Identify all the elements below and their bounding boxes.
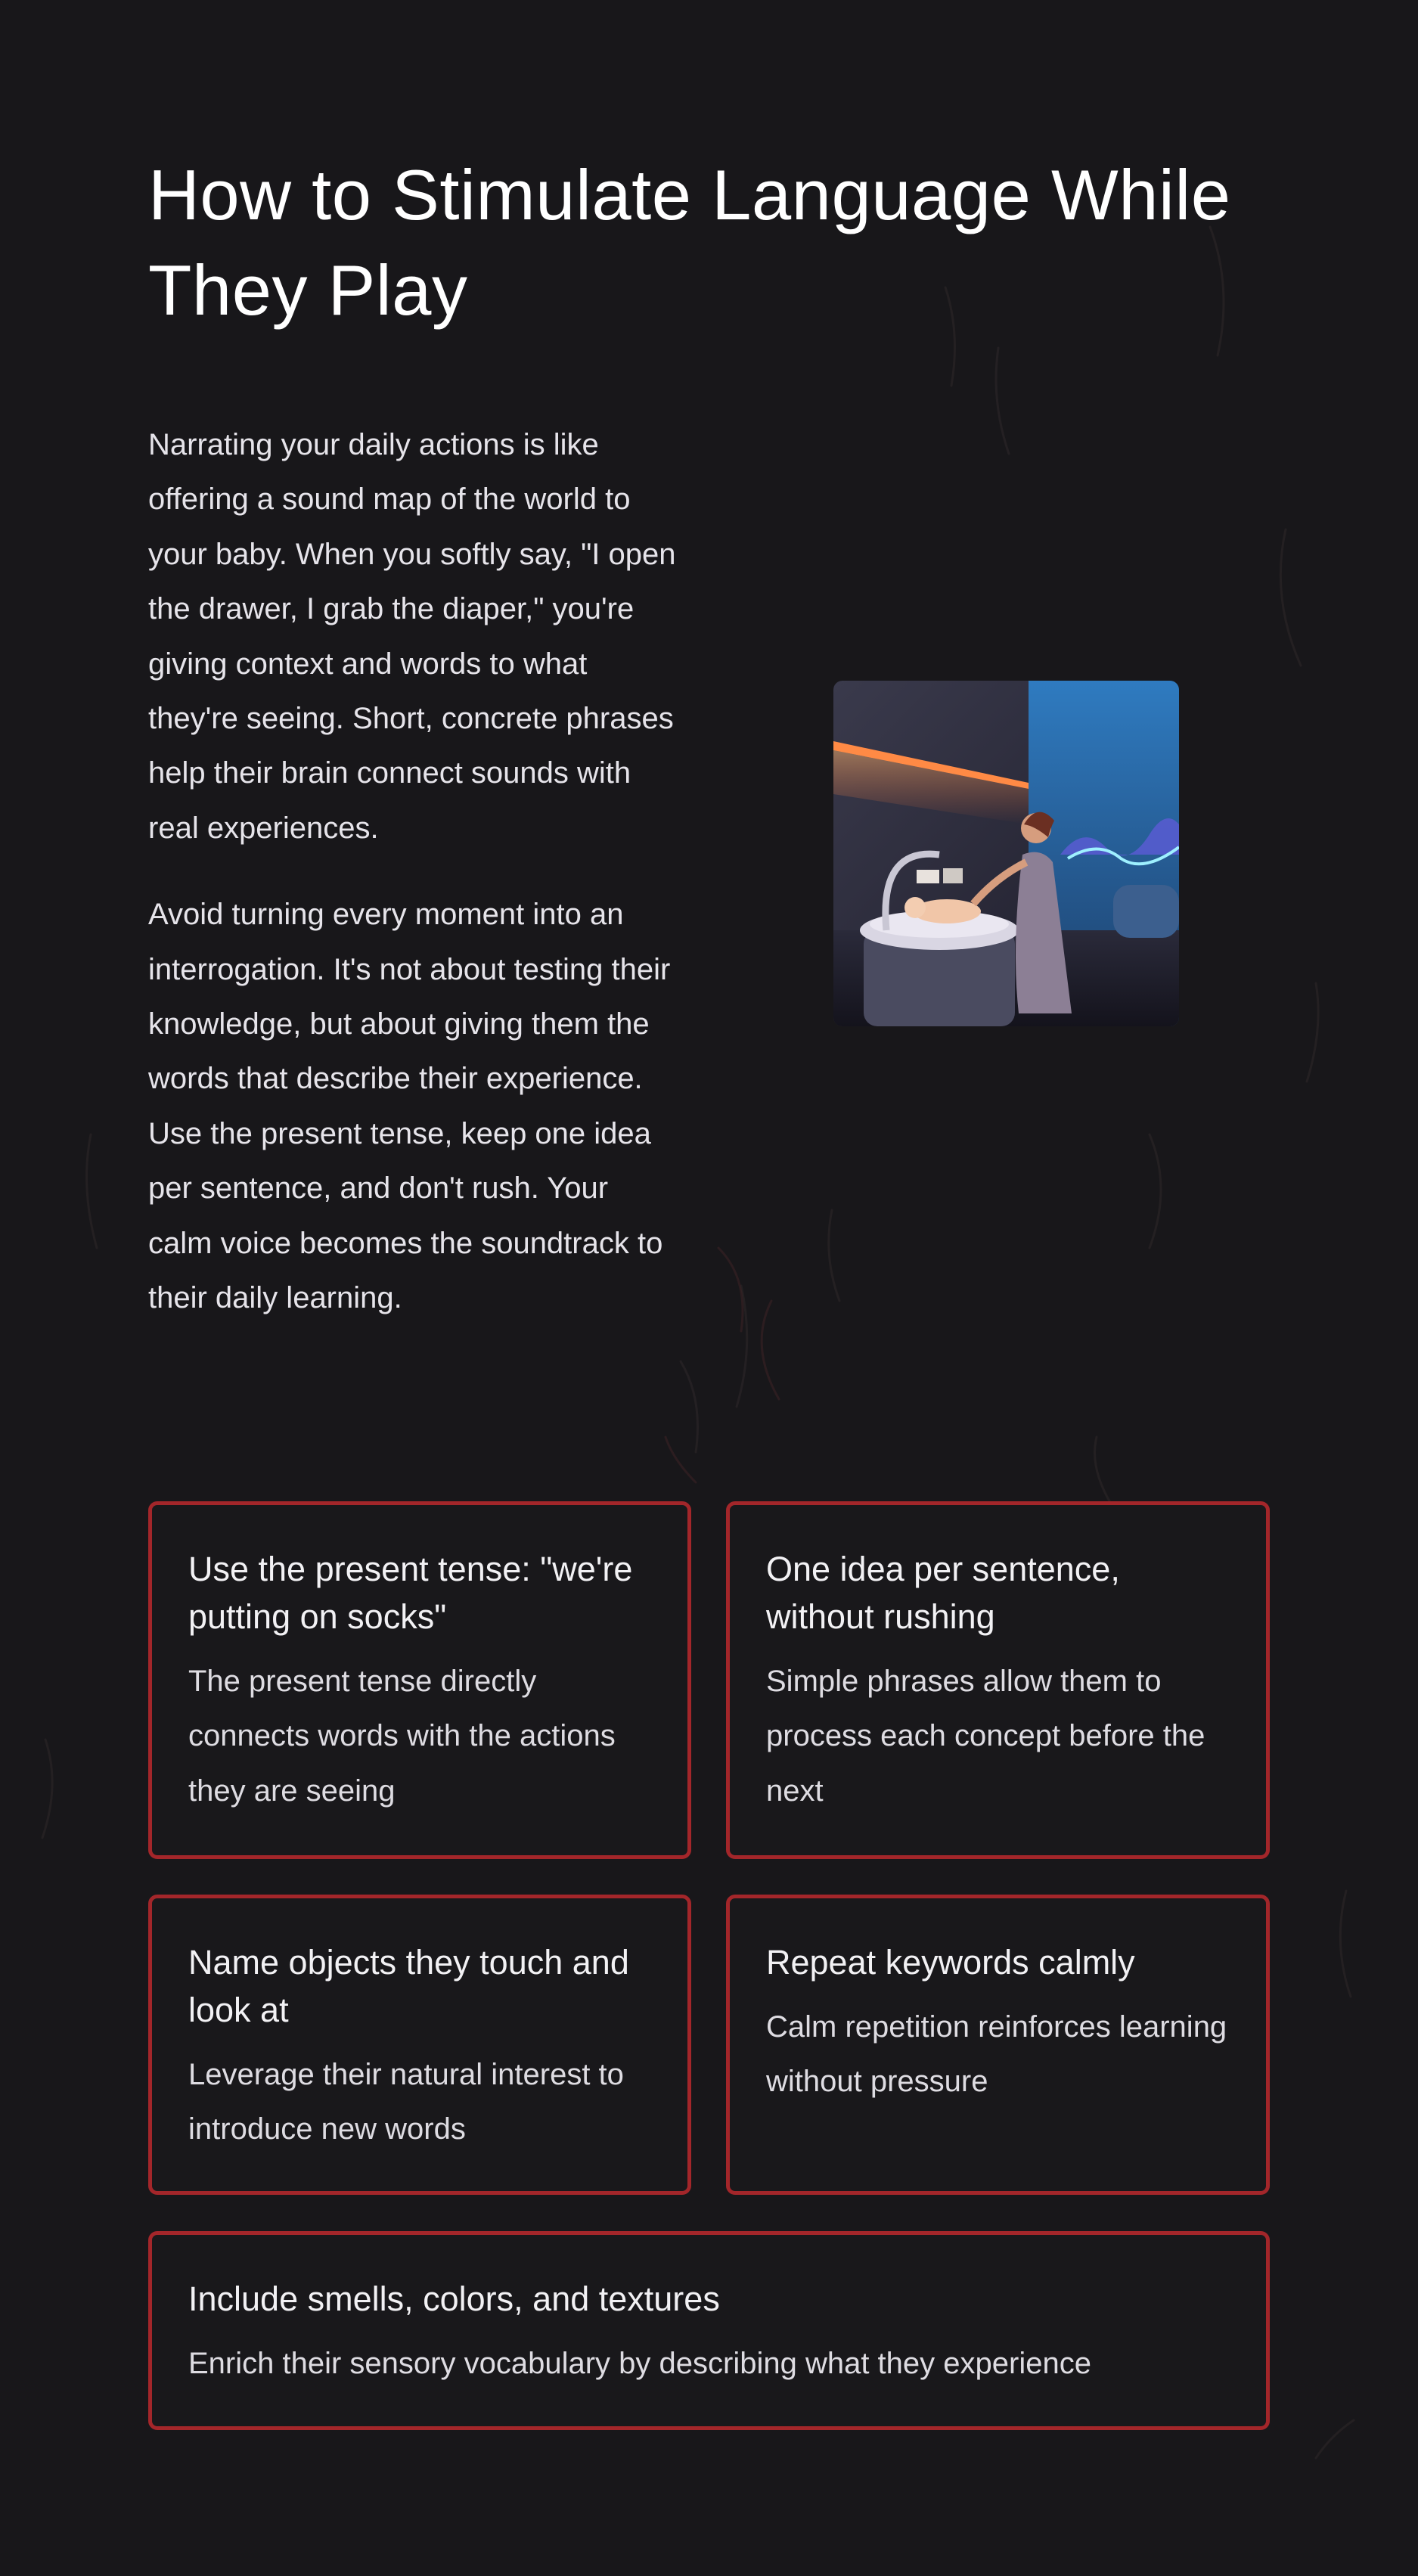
tip-card-one-idea (726, 1501, 1270, 1859)
tip-card-present-tense (148, 1501, 691, 1859)
tip-title: Use the present tense: "we're putting on socks" (188, 1550, 633, 1636)
article-paragraph: Narrating your daily actions is like offering a sound map of the world to your baby. When you softly say, "I open the drawer, I grab the diaper," you're giving context and words to what they're seeing. Short, concrete phrases help their brain connect sounds with real experiences. (148, 428, 676, 845)
tip-title: Name objects they touch and look at (188, 1943, 629, 2029)
tip-title: Include smells, colors, and textures (188, 2280, 720, 2318)
tip-card-senses (148, 2231, 1270, 2430)
tip-description: The present tense directly connects words with the actions they are seeing (188, 1665, 616, 1808)
tip-card-name-objects (148, 1895, 691, 2195)
tip-description: Enrich their sensory vocabulary by describing what they experience (188, 2347, 1091, 2380)
article-paragraph: Avoid turning every moment into an interrogation. It's not about testing their knowledge, but about giving them the words that describe their experience. Use the present tense, keep one idea per sentence, and don't rush. Your calm voice becomes the soundtrack to their daily learning. (148, 898, 671, 1315)
tip-description: Calm repetition reinforces learning without pressure (766, 2010, 1227, 2099)
tip-title: One idea per sentence, without rushing (766, 1550, 1120, 1636)
page-title: How to Stimulate Language While They Play (148, 155, 1231, 330)
article-body (148, 417, 678, 1358)
tip-card-repeat-keywords (726, 1895, 1270, 2195)
tip-description: Simple phrases allow them to process each concept before the next (766, 1665, 1205, 1808)
mother-changing-baby-image (833, 681, 1179, 1026)
tip-description: Leverage their natural interest to introduce new words (188, 2058, 624, 2146)
tip-title: Repeat keywords calmly (766, 1943, 1135, 1982)
